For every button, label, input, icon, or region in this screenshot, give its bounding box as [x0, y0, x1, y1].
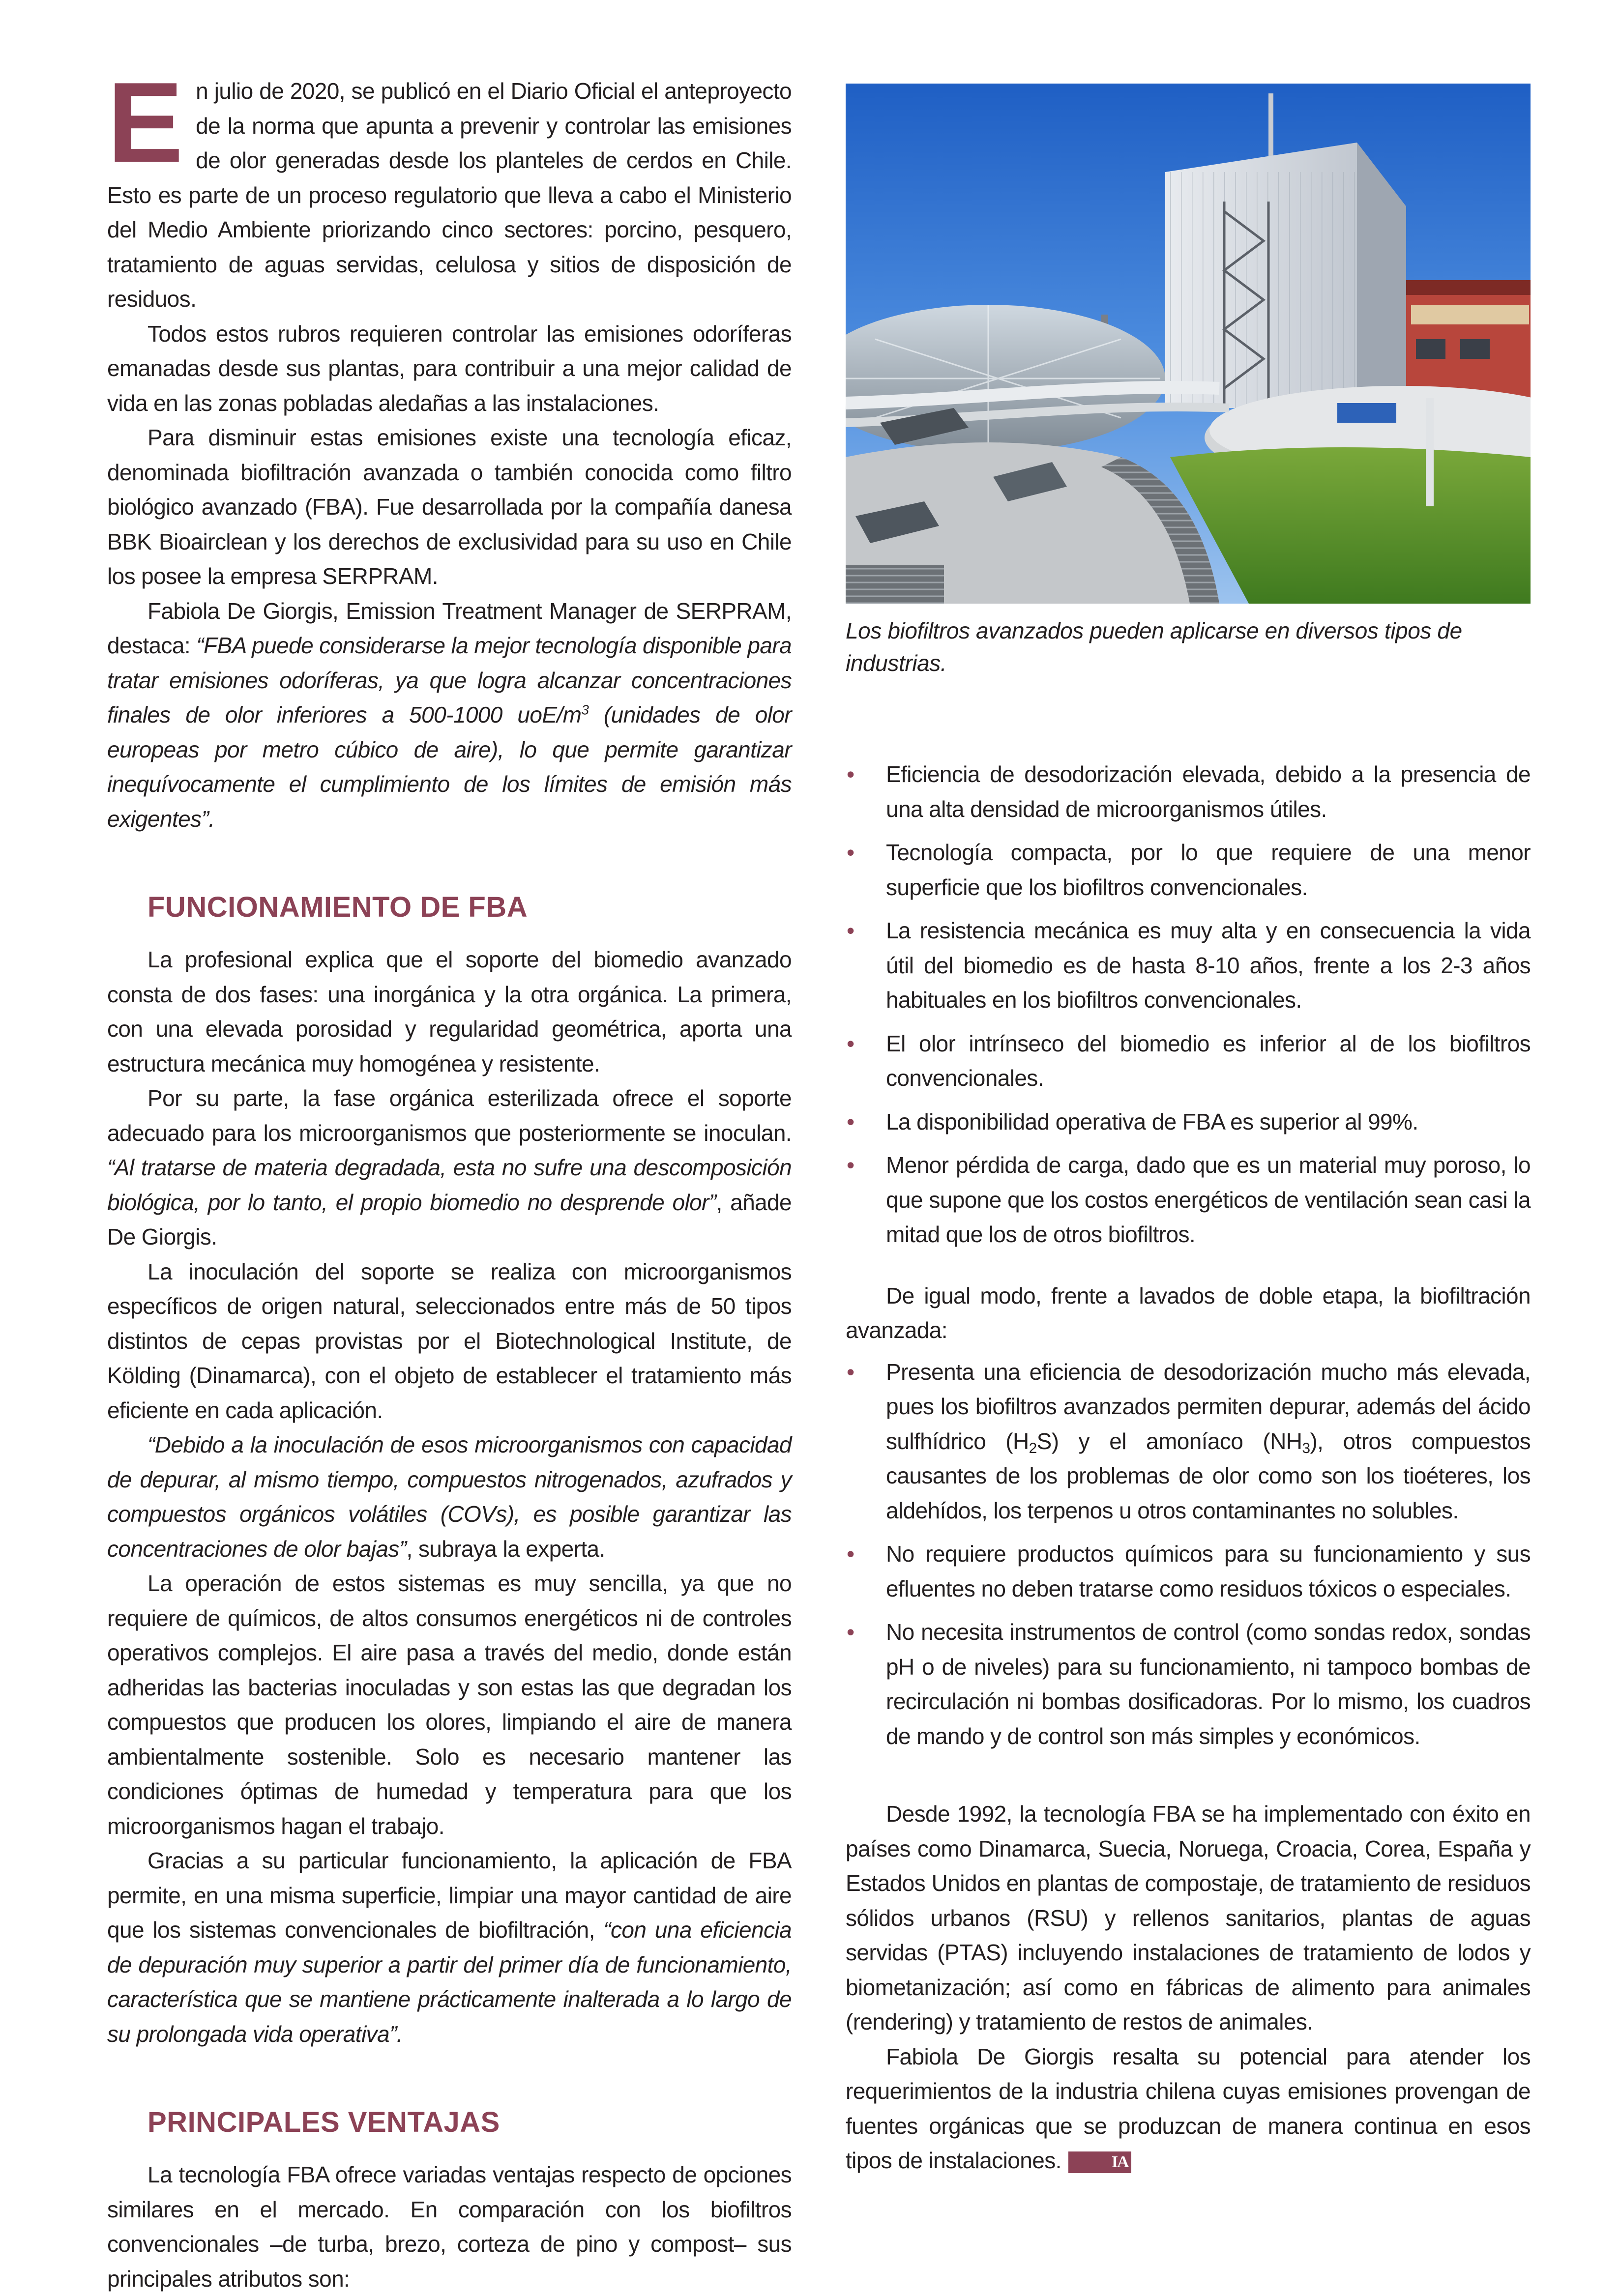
paragraph-text: Fabiola De Giorgis, Emission Treatment Manager de SERPRAM, destaca:	[107, 598, 792, 658]
intro-paragraph	[107, 59, 792, 317]
paragraph: La profesional explica que el soporte del biomedio avanzado consta de dos fases: una inorgánica y la otra orgánica. La primera, con una elevada porosidad y regularidad geométrica, aporta una estructura mecánica muy homogénea y resistente.	[107, 947, 792, 1076]
quote-paragraph	[107, 1427, 792, 1566]
list-item-text: S) y el amoníaco (NH	[1036, 1428, 1302, 1454]
list-item	[846, 913, 1531, 1017]
paragraph: Para disminuir estas emisiones existe una tecnología eficaz, denominada biofiltración avanzada o también conocida como filtro biológico avanzado (FBA). Fue desarrollada por la compañía danesa BBK Bioairclean y los derechos de exclusividad para su uso en Chile los posee la empresa SERPRAM.	[107, 425, 792, 589]
paragraph-text: Gracias a su particular funcionamiento, la aplicación de FBA permite, en una misma superficie, limpiar una mayor cantidad de aire que los sistemas convencionales de biofiltración,	[107, 1848, 792, 1943]
paragraph: Todos estos rubros requieren controlar las emisiones odoríferas emanadas desde sus plantas, para contribuir a una mejor calidad de vida en las zonas pobladas aledañas a las instalaciones.	[107, 320, 792, 416]
quote-text: “Al tratarse de materia degradada, esta no sufre una descomposición biológica, por lo tanto, el propio biomedio no desprende olor”	[107, 1155, 792, 1215]
bullet-icon: •	[847, 1030, 854, 1056]
list-item-text: ), otros compuestos causantes de los problemas de olor como son los tioéteres, los aldehídos, los terpenos u otros contaminantes no solubles.	[886, 1428, 1531, 1523]
advantages-list	[846, 757, 1531, 1252]
list-item-text: El olor intrínseco del biomedio es inferior al de los biofiltros convencionales.	[886, 1030, 1531, 1091]
quote-text: “Debido a la inoculación de esos microorganismos con capacidad de depurar, al mismo tiempo, compuestos nitrogenados, azufrados y compuestos orgánicos volátiles (COVs), es posible garantizar las concentraciones de olor bajas”	[107, 1432, 792, 1562]
paragraph: De igual modo, frente a lavados de doble etapa, la biofiltración avanzada:	[846, 1282, 1531, 1343]
quote-text: “con una eficiencia de depuración muy superior a partir del primer día de funcionamiento, característica que se mantiene prácticamente inalterada a lo largo de su prolongada vida operativa”.	[107, 1917, 792, 2047]
list-item	[846, 835, 1531, 904]
list-item-text: La disponibilidad operativa de FBA es superior al 99%.	[886, 1108, 1418, 1134]
quote-paragraph	[107, 594, 792, 837]
paragraph: La operación de estos sistemas es muy sencilla, ya que no requiere de químicos, de altos consumos energéticos ni de controles operativos complejos. El aire pasa a través del medio, donde están adheridas las bacterias inoculadas y son estas las que degradan los compuestos que producen los olores, limpiando el aire de manera ambientalmente sostenible. Solo es necesario mantener las condiciones óptimas de humedad y temperatura para que los microorganismos hagan el trabajo.	[107, 1570, 792, 1839]
end-mark-logo: IA	[1068, 2151, 1131, 2173]
superscript: 3	[581, 702, 589, 718]
intro-text: n julio de 2020, se publicó en el Diario Oficial el anteproyecto de la norma que apunta a prevenir y controlar las emisiones de olor generadas desde los planteles de cerdos en Chile. Esto es parte de un proceso regulatorio que lleva a cabo el Ministerio del Medio Ambiente priorizando cinco sectores: porcino, pesquero, tratamiento de aguas servidas, celulosa y sitios de disposición de residuos.	[107, 78, 792, 312]
list-item-text: No necesita instrumentos de control (como sondas redox, sondas pH o de niveles) para su funcionamiento, ni tampoco bombas de recirculación ni bombas dosificadoras. Por lo mismo, los cuadros de mando y de control son más simples y económicos.	[886, 1619, 1531, 1749]
quote-text: (unidades de olor europeas por metro cúbico de aire), lo que permite garantizar inequívocamente el cumplimiento de los límites de emisión más exigentes”.	[107, 702, 792, 832]
section-heading: PRINCIPALES VENTAJAS	[147, 2106, 500, 2138]
biofilter-plant-photo	[846, 84, 1531, 604]
bullet-icon: •	[847, 840, 854, 865]
list-item-text: Menor pérdida de carga, dado que es un material muy poroso, lo que supone que los costos energéticos de ventilación sean casi la mitad que los de otros biofiltros.	[886, 1152, 1531, 1247]
bullet-icon: •	[847, 1108, 854, 1134]
bullet-icon: •	[847, 1359, 854, 1385]
bullet-icon: •	[847, 918, 854, 943]
paragraph-text: , añade De Giorgis.	[107, 1189, 792, 1250]
bullet-icon: •	[847, 761, 854, 787]
list-item	[846, 1537, 1531, 1606]
list-item-text: Eficiencia de desodorización elevada, debido a la presencia de una alta densidad de microorganismos útiles.	[886, 761, 1531, 822]
paragraph-text: Por su parte, la fase orgánica esterilizada ofrece el soporte adecuado para los microorganismos que posteriormente se inoculan.	[107, 1085, 792, 1146]
quote-paragraph	[107, 1843, 792, 2051]
bullet-icon: •	[847, 1152, 854, 1178]
list-item-text: Presenta una eficiencia de desodorización mucho más elevada, pues los biofiltros avanzados permiten depurar, además del ácido sulfhídrico (H	[886, 1359, 1531, 1454]
bullet-icon: •	[847, 1619, 854, 1645]
list-item	[846, 1615, 1531, 1753]
paragraph	[846, 2039, 1531, 2178]
list-item-text: Tecnología compacta, por lo que requiere de una menor superficie que los biofiltros convencionales.	[886, 840, 1531, 900]
list-item	[846, 1355, 1531, 1528]
list-item	[846, 1104, 1531, 1139]
paragraph: Desde 1992, la tecnología FBA se ha implementado con éxito en países como Dinamarca, Suecia, Noruega, Croacia, Corea, España y Estados Unidos en plantas de compostaje, de tratamiento de residuos sólidos urbanos (RSU) y rellenos sanitarios, plantas de aguas servidas (PTAS) incluyendo instalaciones de tratamiento de lodos y biometanización; así como en fábricas de alimento para animales (rendering) y tratamiento de restos de animales.	[846, 1801, 1531, 2034]
bullet-icon: •	[847, 1541, 854, 1567]
paragraph-text: , subraya la experta.	[406, 1536, 605, 1562]
subscript: 3	[1302, 1440, 1310, 1456]
drop-cap: E	[107, 59, 183, 186]
paragraph-text: Fabiola De Giorgis resalta su potencial para atender los requerimientos de la industria chilena cuyas emisiones provengan de fuentes orgánicas que se produzcan de manera continua en esos tipos de instalaciones.	[846, 2043, 1531, 2173]
left-column	[107, 59, 792, 2296]
list-item	[846, 1148, 1531, 1252]
list-item	[846, 757, 1531, 826]
section-heading: FUNCIONAMIENTO DE FBA	[147, 891, 528, 923]
subscript: 2	[1029, 1440, 1037, 1456]
list-item-text: No requiere productos químicos para su funcionamiento y sus efluentes no deben tratarse como residuos tóxicos o especiales.	[886, 1541, 1531, 1601]
photo-caption: Los biofiltros avanzados pueden aplicarse en diversos tipos de industrias.	[846, 618, 1462, 676]
paragraph: La inoculación del soporte se realiza con microorganismos específicos de origen natural, seleccionados entre más de 50 tipos distintos de cepas provistas por el Biotechnological Institute, de Kölding (Dinamarca), con el objeto de establecer el tratamiento más eficiente en cada aplicación.	[107, 1258, 792, 1423]
quote-paragraph	[107, 1081, 792, 1254]
comparison-list	[846, 1355, 1531, 1754]
paragraph: La tecnología FBA ofrece variadas ventajas respecto de opciones similares en el mercado. En comparación con los biofiltros convencionales –de turba, brezo, corteza de pino y compost– sus principales atributos son:	[107, 2162, 792, 2292]
quote-text: “FBA puede considerarse la mejor tecnología disponible para tratar emisiones odoríferas, ya que logra alcanzar concentraciones finales de olor inferiores a 500-1000 uoE/m	[107, 633, 792, 727]
list-item-text: La resistencia mecánica es muy alta y en consecuencia la vida útil del biomedio es de hasta 8-10 años, frente a los 2-3 años habituales en los biofiltros convencionales.	[886, 918, 1531, 1013]
right-column	[846, 757, 1531, 2178]
list-item	[846, 1026, 1531, 1096]
